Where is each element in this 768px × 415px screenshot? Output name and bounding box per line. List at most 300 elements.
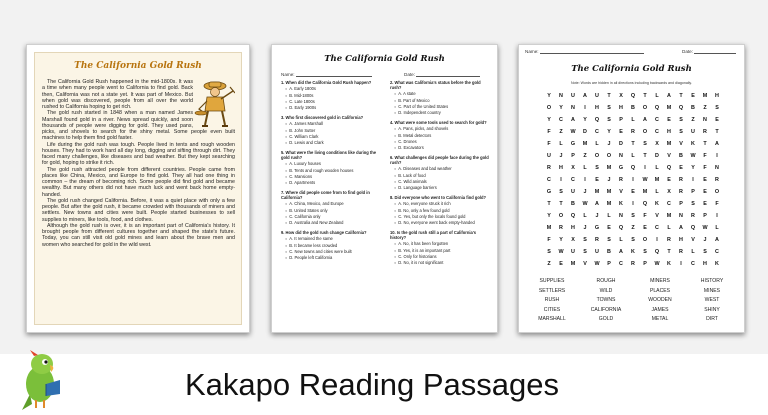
grid-letter: O xyxy=(606,153,612,159)
grid-letter: K xyxy=(655,201,659,207)
quiz-date-field xyxy=(404,72,480,77)
quiz-question xyxy=(390,195,490,227)
quiz-question xyxy=(390,155,490,192)
grid-letter: X xyxy=(571,237,575,243)
grid-letter: I xyxy=(560,177,562,183)
grid-letter: I xyxy=(716,153,718,159)
passage-paragraph: The gold rush attracted people from different countries. People came from places like China, Mexico, and Europe to find gold. They all had one thing in common – the dream of becoming rich. Some people did find gold and became wealthy. But many others did not have much luck and went back home empty-handed. xyxy=(42,166,235,198)
grid-letter: C xyxy=(655,117,659,123)
ws-name-field xyxy=(525,49,644,54)
grid-letter: M xyxy=(546,225,552,231)
answer-option: ○ C. California only xyxy=(281,214,381,220)
grid-letter: Q xyxy=(642,201,648,207)
wordsearch-page xyxy=(518,44,745,333)
word-list-item: MINES xyxy=(703,287,721,294)
grid-letter: W xyxy=(570,129,576,135)
grid-letter: A xyxy=(715,141,719,147)
grid-letter: Q xyxy=(654,105,660,111)
answer-option: ○ C. Only for historians xyxy=(390,254,490,260)
answer-option: ○ C. Late 1800s xyxy=(281,99,381,105)
word-list-column xyxy=(635,277,685,325)
answer-option: ○ C. New towns and cities were built xyxy=(281,249,381,255)
grid-letter: O xyxy=(642,237,648,243)
grid-letter: E xyxy=(715,117,719,123)
grid-letter: Q xyxy=(618,225,624,231)
quiz-question xyxy=(281,230,381,262)
grid-letter: Z xyxy=(703,105,707,111)
grid-letter: A xyxy=(667,93,671,99)
grid-letter: K xyxy=(631,249,635,255)
question-text: 4. What were some tools used to search for gold? xyxy=(390,120,487,125)
question-text: 2. What was California's status before the gold rush? xyxy=(390,80,481,90)
wordsearch-note: Note: Words are hidden in all directions including backwards and diagonally. xyxy=(571,81,692,85)
question-text: 9. How did the gold rush change California? xyxy=(281,230,367,235)
grid-letter: Q xyxy=(690,225,696,231)
word-list-item: DIRT xyxy=(706,316,718,322)
grid-letter: H xyxy=(679,237,683,243)
grid-letter: L xyxy=(691,249,695,255)
grid-letter: M xyxy=(654,177,660,183)
grid-letter: U xyxy=(547,153,551,159)
grid-letter: X xyxy=(571,165,575,171)
grid-letter: W xyxy=(690,153,696,159)
grid-letter: T xyxy=(667,249,671,255)
word-list-item: ROUGH xyxy=(596,278,616,284)
kakapo-parrot-logo xyxy=(16,350,66,412)
grid-letter: I xyxy=(632,201,634,207)
grid-letter: M xyxy=(606,201,612,207)
answer-option: ○ B. Tents and rough wooden houses xyxy=(281,168,381,174)
grid-letter: E xyxy=(559,261,563,267)
grid-letter: A xyxy=(583,93,587,99)
grid-letter: C xyxy=(655,129,659,135)
grid-letter: J xyxy=(607,177,611,183)
grid-letter: N xyxy=(703,117,707,123)
grid-letter: P xyxy=(643,261,647,267)
date-label: Date: xyxy=(404,72,415,77)
grid-letter: Z xyxy=(583,153,587,159)
grid-letter: W xyxy=(654,261,660,267)
date-line xyxy=(416,73,480,77)
grid-letter: R xyxy=(679,189,683,195)
grid-letter: K xyxy=(691,141,695,147)
grid-letter: W xyxy=(594,261,600,267)
grid-letter: V xyxy=(679,141,683,147)
letter-grid xyxy=(543,90,723,270)
grid-letter: U xyxy=(595,93,599,99)
grid-letter: K xyxy=(667,261,671,267)
grid-letter: K xyxy=(619,201,623,207)
name-label: Name: xyxy=(525,49,539,54)
grid-letter: O xyxy=(642,129,648,135)
grid-letter: U xyxy=(691,129,695,135)
grid-letter: Y xyxy=(691,165,695,171)
grid-letter: M xyxy=(666,105,672,111)
word-list-column xyxy=(581,277,631,325)
grid-letter: V xyxy=(655,213,659,219)
grid-letter: N xyxy=(619,213,623,219)
answer-option: ○ D. No, everyone went back empty-handed xyxy=(390,220,490,226)
grid-letter: S xyxy=(583,249,587,255)
grid-letter: L xyxy=(583,213,587,219)
grid-letter: G xyxy=(570,141,576,147)
grid-letter: R xyxy=(559,225,563,231)
grid-letter: L xyxy=(655,93,659,99)
name-line xyxy=(540,50,644,54)
answer-option: ○ C. Mansions xyxy=(281,174,381,180)
grid-letter: L xyxy=(631,153,635,159)
grid-letter: E xyxy=(703,189,707,195)
quiz-left-column xyxy=(281,80,381,265)
answer-option: ○ D. No, it is not significant xyxy=(390,260,490,266)
grid-letter: R xyxy=(691,213,695,219)
grid-letter: L xyxy=(655,189,659,195)
grid-letter: G xyxy=(618,165,624,171)
passage-frame xyxy=(34,52,242,325)
passage-paragraph: Although the gold rush is over, it is an important part of California's history. It brought people from different cultures together and shaped the state's future. Today, you can still visit old gold mines and learn about the brave men and women who searched for gold in the wild west. xyxy=(42,222,235,248)
grid-letter: F xyxy=(715,201,719,207)
grid-letter: Y xyxy=(583,117,587,123)
grid-letter: N xyxy=(715,165,719,171)
grid-letter: H xyxy=(559,165,563,171)
grid-letter: G xyxy=(594,225,600,231)
grid-letter: C xyxy=(691,261,695,267)
answer-option: ○ A. James Marshall xyxy=(281,121,381,127)
word-list-item: MINERS xyxy=(650,278,670,284)
answer-option: ○ D. Australia and New Zealand xyxy=(281,220,381,226)
grid-letter: W xyxy=(582,201,588,207)
grid-letter: J xyxy=(703,237,707,243)
grid-letter: M xyxy=(570,261,576,267)
grid-letter: N xyxy=(619,153,623,159)
grid-letter: L xyxy=(559,141,563,147)
grid-letter: Z xyxy=(691,117,695,123)
quiz-question xyxy=(281,190,381,227)
grid-letter: W xyxy=(558,249,564,255)
grid-letter: V xyxy=(691,237,695,243)
grid-letter: E xyxy=(703,177,707,183)
grid-letter: T xyxy=(547,201,551,207)
grid-letter: U xyxy=(571,93,575,99)
grid-letter: L xyxy=(619,237,623,243)
grid-letter: B xyxy=(607,249,611,255)
answer-option: ○ D. Excavators xyxy=(390,145,490,151)
name-line xyxy=(296,73,372,77)
grid-letter: T xyxy=(559,201,563,207)
grid-letter: D xyxy=(619,141,623,147)
passage-paragraph: The California Gold Rush happened in the mid-1800s. It was a time when many people went to California to find gold. Back then, California was not a state yet. It was part of Mexico. But when gold was discovered, people from all over the world rushed to California hoping to get rich. xyxy=(42,79,193,110)
answer-option: ○ B. Lack of food xyxy=(390,173,490,179)
grid-letter: F xyxy=(703,165,707,171)
word-list-item: WOODEN xyxy=(648,297,672,303)
answer-option: ○ D. Language barriers xyxy=(390,185,490,191)
grid-letter: R xyxy=(595,237,599,243)
grid-letter: S xyxy=(715,105,719,111)
ws-date-field xyxy=(682,49,736,54)
grid-letter: H xyxy=(619,105,623,111)
word-list-column xyxy=(527,277,577,325)
question-text: 5. What were the living conditions like during the gold rush? xyxy=(281,150,377,160)
grid-letter: S xyxy=(691,201,695,207)
answer-option: ○ C. Yes, but only the locals found gold xyxy=(390,214,490,220)
grid-letter: T xyxy=(643,93,647,99)
answer-option: ○ A. It remained the same xyxy=(281,236,381,242)
word-list-item: SHINY xyxy=(704,306,720,313)
grid-letter: Y xyxy=(559,105,563,111)
wordsearch-title: The California Gold Rush xyxy=(571,64,692,74)
grid-letter: O xyxy=(594,153,600,159)
grid-letter: L xyxy=(583,165,587,171)
word-list-item: PLACES xyxy=(649,287,671,294)
grid-letter: M xyxy=(642,189,648,195)
grid-letter: Q xyxy=(570,213,576,219)
grid-letter: T xyxy=(715,129,719,135)
grid-letter: W xyxy=(702,225,708,231)
answer-option: ○ B. Yes, it is an important part xyxy=(390,248,490,254)
grid-letter: M xyxy=(702,93,708,99)
grid-letter: T xyxy=(631,141,635,147)
grid-letter: Z xyxy=(631,225,635,231)
quiz-question xyxy=(281,115,381,147)
grid-letter: S xyxy=(559,189,563,195)
passage-paragraph: Life during the gold rush was tough. People lived in tents and rough wooden houses. They had to work hard all day long, digging and sifting through dirt. They faced many challenges, like diseases and bad weather. But they kept searching for gold, hoping to strike it rich. xyxy=(42,141,235,167)
grid-letter: P xyxy=(691,189,695,195)
grid-letter: N xyxy=(679,213,683,219)
grid-letter: H xyxy=(703,261,707,267)
grid-letter: E xyxy=(667,177,671,183)
answer-option: ○ D. Lewis and Clark xyxy=(281,140,381,146)
grid-letter: C xyxy=(715,249,719,255)
grid-letter: O xyxy=(642,105,648,111)
grid-letter: K xyxy=(715,261,719,267)
passage-title: The California Gold Rush xyxy=(74,61,202,71)
answer-option: ○ A. China, Mexico, and Europe xyxy=(281,201,381,207)
grid-letter: R xyxy=(667,237,671,243)
word-list-item: JAMES xyxy=(651,306,669,313)
grid-letter: R xyxy=(703,129,707,135)
quiz-question xyxy=(390,80,490,117)
grid-letter: P xyxy=(607,261,611,267)
question-text: 7. Where did people come from to find gold in California? xyxy=(281,190,370,200)
grid-letter: W xyxy=(642,177,648,183)
grid-letter: H xyxy=(715,93,719,99)
grid-letter: X xyxy=(655,141,659,147)
grid-letter: C xyxy=(547,177,551,183)
grid-letter: F xyxy=(547,237,551,243)
question-text: 8. Did everyone who went to California find gold? xyxy=(390,195,486,200)
passage-paragraph: The gold rush changed California. Before, it was a quiet place with only a few people. But after the gold rush, it became crowded with thousands of miners and settlers. New towns and cities were built. People started businesses to sell supplies to miners, like tools, food, and clothes. xyxy=(42,197,235,223)
name-label: Name: xyxy=(281,72,295,77)
grid-letter: L xyxy=(715,225,719,231)
grid-letter: M xyxy=(606,189,612,195)
grid-letter: J xyxy=(583,225,587,231)
grid-letter: I xyxy=(584,105,586,111)
grid-letter: I xyxy=(584,177,586,183)
grid-letter: D xyxy=(655,153,659,159)
grid-letter: D xyxy=(583,129,587,135)
answer-option: ○ A. No, everyone struck it rich xyxy=(390,201,490,207)
grid-letter: F xyxy=(547,141,551,147)
grid-letter: U xyxy=(571,189,575,195)
grid-letter: T xyxy=(679,93,683,99)
answer-option: ○ A. A state xyxy=(390,91,490,97)
word-list-item: GOLD xyxy=(598,316,614,322)
answer-option: ○ B. Part of Mexico xyxy=(390,98,490,104)
grid-letter: A xyxy=(643,117,647,123)
grid-letter: M xyxy=(594,189,600,195)
grid-letter: U xyxy=(595,249,599,255)
grid-letter: O xyxy=(546,105,552,111)
answer-option: ○ B. Metal detectors xyxy=(390,133,490,139)
grid-letter: E xyxy=(631,189,635,195)
answer-option: ○ A. Diseases and bad weather xyxy=(390,166,490,172)
word-list-item: WILD xyxy=(599,287,613,294)
grid-letter: R xyxy=(715,177,719,183)
answer-option: ○ A. Luxury houses xyxy=(281,161,381,167)
answer-option: ○ C. Wild animals xyxy=(390,179,490,185)
grid-letter: V xyxy=(619,189,623,195)
word-list-item: RUSH xyxy=(544,297,560,303)
grid-letter: C xyxy=(667,201,671,207)
grid-letter: A xyxy=(619,249,623,255)
answer-option: ○ D. Independent country xyxy=(390,110,490,116)
grid-letter: E xyxy=(607,225,611,231)
grid-letter: S xyxy=(607,105,611,111)
grid-letter: H xyxy=(667,129,671,135)
grid-letter: I xyxy=(644,165,646,171)
quiz-question xyxy=(281,150,381,187)
grid-letter: M xyxy=(666,213,672,219)
answer-option: ○ B. It became less crowded xyxy=(281,243,381,249)
brand-title: Kakapo Reading Passages xyxy=(185,367,559,402)
grid-letter: M xyxy=(582,141,588,147)
grid-letter: J xyxy=(583,189,587,195)
grid-letter: Y xyxy=(547,93,551,99)
grid-letter: P xyxy=(619,117,623,123)
grid-letter: C xyxy=(619,261,623,267)
grid-letter: S xyxy=(643,141,647,147)
passage-text xyxy=(42,79,235,248)
grid-letter: M xyxy=(666,141,672,147)
grid-letter: J xyxy=(607,141,611,147)
answer-option: ○ C. William Clark xyxy=(281,134,381,140)
grid-letter: L xyxy=(655,165,659,171)
word-list-item: SUPPLIES xyxy=(539,278,565,284)
answer-option: ○ B. No, only a few found gold xyxy=(390,208,490,214)
answer-option: ○ D. Early 1900s xyxy=(281,105,381,111)
grid-letter: S xyxy=(607,237,611,243)
grid-letter: F xyxy=(547,129,551,135)
answer-option: ○ C. Drones xyxy=(390,139,490,145)
grid-letter: F xyxy=(703,153,707,159)
grid-letter: L xyxy=(631,117,635,123)
grid-letter: Z xyxy=(547,261,551,267)
grid-letter: R xyxy=(631,129,635,135)
grid-letter: A xyxy=(715,237,719,243)
grid-letter: S xyxy=(631,237,635,243)
grid-letter: E xyxy=(667,117,671,123)
grid-letter: O xyxy=(558,213,564,219)
grid-letter: Q xyxy=(678,105,684,111)
grid-letter: A xyxy=(595,201,599,207)
quiz-page xyxy=(271,44,498,333)
grid-letter: T xyxy=(643,153,647,159)
word-list-item: MARSHALL xyxy=(538,316,566,322)
grid-letter: R xyxy=(631,261,635,267)
grid-letter: V xyxy=(667,153,671,159)
grid-letter: U xyxy=(571,249,575,255)
grid-letter: S xyxy=(703,249,707,255)
grid-letter: A xyxy=(571,117,575,123)
grid-letter: S xyxy=(631,213,635,219)
passage-paragraph: The gold rush started in 1848 when a man named James Marshall found gold in a river. News spread quickly, and soon thousands of people were digging for gold. They used pans, picks, and shovels to search for the shiny metal. Some people even built machines to help them find gold faster. xyxy=(42,110,235,142)
quiz-question xyxy=(390,120,490,152)
grid-letter: C xyxy=(571,177,575,183)
answer-option: ○ A. Pans, picks, and shovels xyxy=(390,126,490,132)
question-text: 10. Is the gold rush still a part of California's history? xyxy=(390,230,477,240)
grid-letter: C xyxy=(595,129,599,135)
grid-letter: C xyxy=(559,117,563,123)
grid-letter: X xyxy=(619,93,623,99)
grid-letter: E xyxy=(619,129,623,135)
grid-letter: S xyxy=(583,237,587,243)
answer-option: ○ D. Apartments xyxy=(281,180,381,186)
grid-letter: S xyxy=(607,117,611,123)
grid-letter: B xyxy=(691,105,695,111)
quiz-right-column xyxy=(390,80,490,270)
grid-letter: R xyxy=(679,177,683,183)
quiz-question xyxy=(281,80,381,112)
grid-letter: P xyxy=(679,201,683,207)
grid-letter: Q xyxy=(630,165,636,171)
grid-letter: E xyxy=(703,201,707,207)
grid-letter: N xyxy=(559,93,563,99)
quiz-name-field xyxy=(281,72,372,77)
grid-letter: E xyxy=(679,165,683,171)
word-list-item: SETTLERS xyxy=(538,287,566,294)
grid-letter: L xyxy=(667,225,671,231)
question-text: 1. When did the California Gold Rush happen? xyxy=(281,80,372,85)
grid-letter: S xyxy=(547,249,551,255)
word-list-item: WEST xyxy=(704,297,720,303)
answer-option: ○ A. No, it has been forgotten xyxy=(390,241,490,247)
answer-option: ○ C. Part of the United States xyxy=(390,104,490,110)
grid-letter: B xyxy=(679,153,683,159)
grid-letter: Q xyxy=(654,249,660,255)
passage-page xyxy=(26,44,250,333)
grid-letter: E xyxy=(691,93,695,99)
grid-letter: H xyxy=(595,105,599,111)
answer-option: ○ B. Mid-1800s xyxy=(281,93,381,99)
grid-letter: I xyxy=(680,261,682,267)
grid-letter: S xyxy=(595,165,599,171)
grid-letter: Q xyxy=(666,165,672,171)
grid-letter: O xyxy=(714,189,720,195)
grid-letter: R xyxy=(547,165,551,171)
grid-letter: G xyxy=(546,189,552,195)
answer-option: ○ D. People left California xyxy=(281,255,381,261)
grid-letter: L xyxy=(607,213,611,219)
grid-letter: E xyxy=(595,177,599,183)
grid-letter: X xyxy=(667,189,671,195)
grid-letter: B xyxy=(571,201,575,207)
grid-letter: Y xyxy=(547,213,551,219)
grid-letter: C xyxy=(655,225,659,231)
grid-letter: M xyxy=(606,165,612,171)
answer-option: ○ A. Early 1800s xyxy=(281,86,381,92)
grid-letter: S xyxy=(643,249,647,255)
grid-letter: P xyxy=(703,213,707,219)
